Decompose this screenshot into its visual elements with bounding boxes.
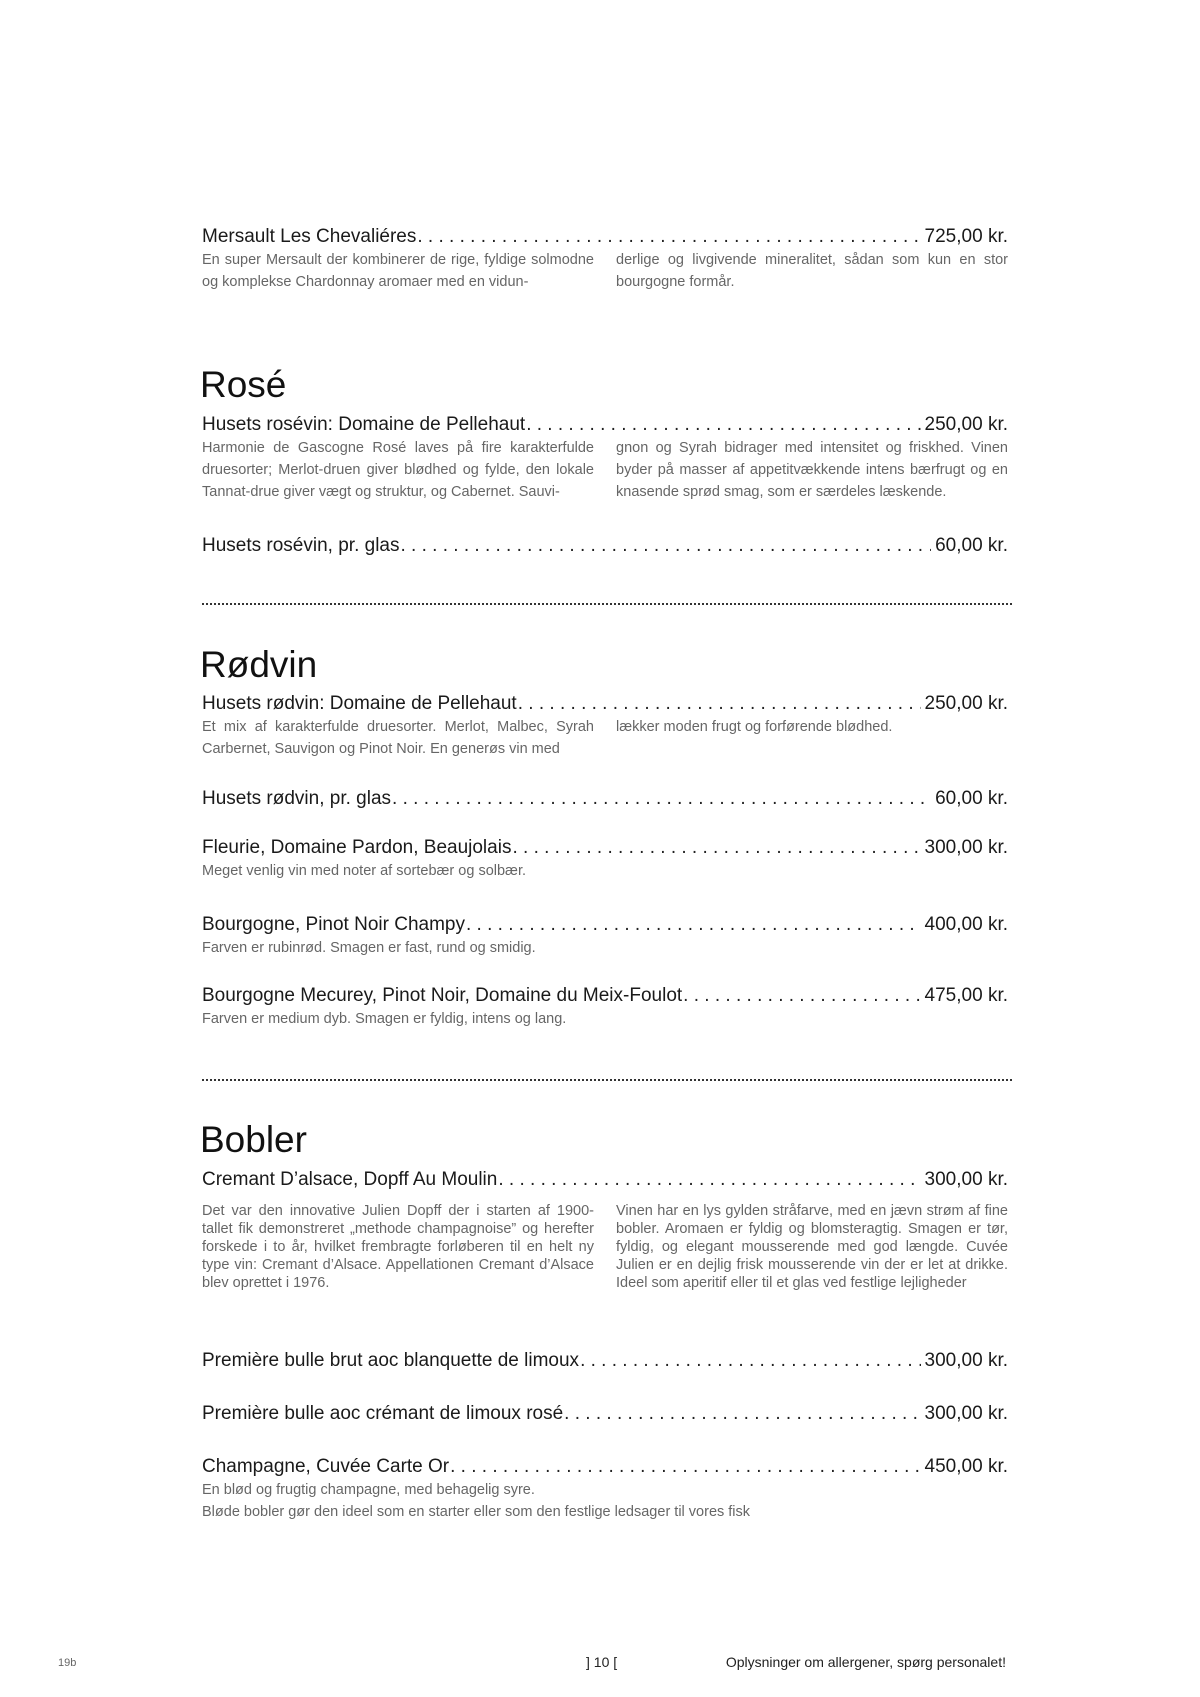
section-divider xyxy=(202,1079,1012,1081)
wine-name: Première bulle brut aoc blanquette de limoux xyxy=(202,1350,580,1371)
dot-leader xyxy=(580,1349,920,1373)
section-heading-bobler: Bobler xyxy=(200,1119,307,1160)
wine-price: 300,00 kr. xyxy=(924,1403,1008,1424)
wine-description xyxy=(202,716,1008,760)
dot-leader xyxy=(526,413,920,437)
wine-name: Bourgogne Mecurey, Pinot Noir, Domaine du Meix-Foulot xyxy=(202,985,683,1006)
wine-name: Mersault Les Chevaliéres xyxy=(202,226,417,247)
dot-leader xyxy=(392,787,931,811)
wine-description: En blød og frugtig champagne, med behagelig syre. xyxy=(202,1482,535,1498)
section-heading-rose: Rosé xyxy=(200,364,287,405)
wine-price: 250,00 kr. xyxy=(924,693,1008,714)
wine-name: Husets rosévin, pr. glas xyxy=(202,535,400,556)
description-left: Harmonie de Gascogne Rosé laves på fire karakterfulde druesorter; Merlot-druen giver blødhed og fylde, den lokale Tannat-drue giver vægt og struktur, og Cabernet. Sauvi- xyxy=(202,440,594,500)
wine-item xyxy=(202,984,1008,1030)
wine-item xyxy=(202,692,1008,760)
wine-name: Husets rosévin: Domaine de Pellehaut xyxy=(202,414,526,435)
dot-leader xyxy=(450,1455,920,1479)
description-left: Et mix af karakterfulde druesorter. Merlot, Malbec, Syrah Carbernet, Sauvigon og Pinot Noir. En generøs vin med xyxy=(202,719,594,757)
wine-item xyxy=(202,836,1008,882)
wine-description xyxy=(202,249,1008,293)
dot-leader xyxy=(512,836,920,860)
wine-item xyxy=(202,1349,1008,1373)
wine-price: 725,00 kr. xyxy=(924,226,1008,247)
wine-description xyxy=(202,1202,1008,1292)
dot-leader xyxy=(417,225,920,249)
wine-description xyxy=(202,437,1008,503)
description-right: lækker moden frugt og forførende blødhed. xyxy=(616,719,893,735)
description-left: En super Mersault der kombinerer de rige, fyldige solmodne og komplekse Chardonnay aromaer med en vidun- xyxy=(202,252,594,290)
wine-price: 300,00 kr. xyxy=(924,1350,1008,1371)
wine-item-mersault xyxy=(202,225,1008,293)
wine-price: 60,00 kr. xyxy=(935,788,1008,809)
wine-name: Cremant D’alsace, Dopff Au Moulin xyxy=(202,1169,498,1190)
wine-item xyxy=(202,1168,1008,1292)
wine-name: Première bulle aoc crémant de limoux rosé xyxy=(202,1403,564,1424)
wine-price: 300,00 kr. xyxy=(924,837,1008,858)
wine-price: 250,00 kr. xyxy=(924,414,1008,435)
description-left: Det var den innovative Julien Dopff der i starten af 1900-tallet fik demonstreret „methode champagnoise” og herefter forskede i to år, hvilket frembragte forløberen til en helt ny type vin: Cremant d’Alsace. Appellationen Cremant d’Alsace blev oprettet i 1976. xyxy=(202,1203,594,1291)
wine-price: 475,00 kr. xyxy=(924,985,1008,1006)
description-right: Vinen har en lys gylden stråfarve, med en jævn strøm af fine bobler. Aromaen er fyldig og blomsteragtig. Smagen er tør, fyldig, og elegant mousserende med god længde. Cuvée Julien er en dejlig frisk mousserende vin der er let at drikke. Ideel som aperitif eller til et glas ved festlige lejligheder xyxy=(616,1203,1008,1291)
dot-leader xyxy=(564,1402,920,1426)
description-right: gnon og Syrah bidrager med intensitet og friskhed. Vinen byder på masser af appetitvækkende intens bærfrugt og en knasende sprød smag, som er særdeles læskende. xyxy=(616,440,1008,500)
section-divider xyxy=(202,603,1012,605)
wine-item xyxy=(202,413,1008,503)
wine-name: Husets rødvin, pr. glas xyxy=(202,788,392,809)
wine-description: Meget venlig vin med noter af sortebær og solbær. xyxy=(202,863,526,879)
dot-leader xyxy=(400,534,931,558)
wine-price: 60,00 kr. xyxy=(935,535,1008,556)
wine-description: Farven er medium dyb. Smagen er fyldig, intens og lang. xyxy=(202,1011,567,1027)
wine-description: Farven er rubinrød. Smagen er fast, rund og smidig. xyxy=(202,940,536,956)
wine-item xyxy=(202,1455,1008,1523)
wine-name: Bourgogne, Pinot Noir Champy xyxy=(202,914,465,935)
wine-price: 400,00 kr. xyxy=(924,914,1008,935)
wine-name: Fleurie, Domaine Pardon, Beaujolais xyxy=(202,837,512,858)
allergen-note: Oplysninger om allergener, spørg personalet! xyxy=(725,1654,1006,1670)
dot-leader xyxy=(498,1168,920,1192)
dot-leader xyxy=(466,913,921,937)
wine-item xyxy=(202,787,1008,811)
wine-name: Husets rødvin: Domaine de Pellehaut xyxy=(202,693,517,714)
wine-price: 450,00 kr. xyxy=(924,1456,1008,1477)
page-number: ] 10 [ xyxy=(586,1654,618,1670)
section-heading-rodvin: Rødvin xyxy=(200,644,318,685)
wine-name: Champagne, Cuvée Carte Or xyxy=(202,1456,450,1477)
dot-leader xyxy=(683,984,920,1008)
description-right: derlige og livgivende mineralitet, sådan som kun en stor bourgogne formår. xyxy=(616,252,1008,290)
wine-item xyxy=(202,1402,1008,1426)
dot-leader xyxy=(518,692,921,716)
wine-price: 300,00 kr. xyxy=(924,1169,1008,1190)
page-code: 19b xyxy=(58,1657,77,1669)
wine-description-extra: Bløde bobler gør den ideel som en starter eller som den festlige ledsager til vores fisk xyxy=(202,1504,751,1520)
wine-item xyxy=(202,913,1008,959)
wine-item xyxy=(202,534,1008,558)
